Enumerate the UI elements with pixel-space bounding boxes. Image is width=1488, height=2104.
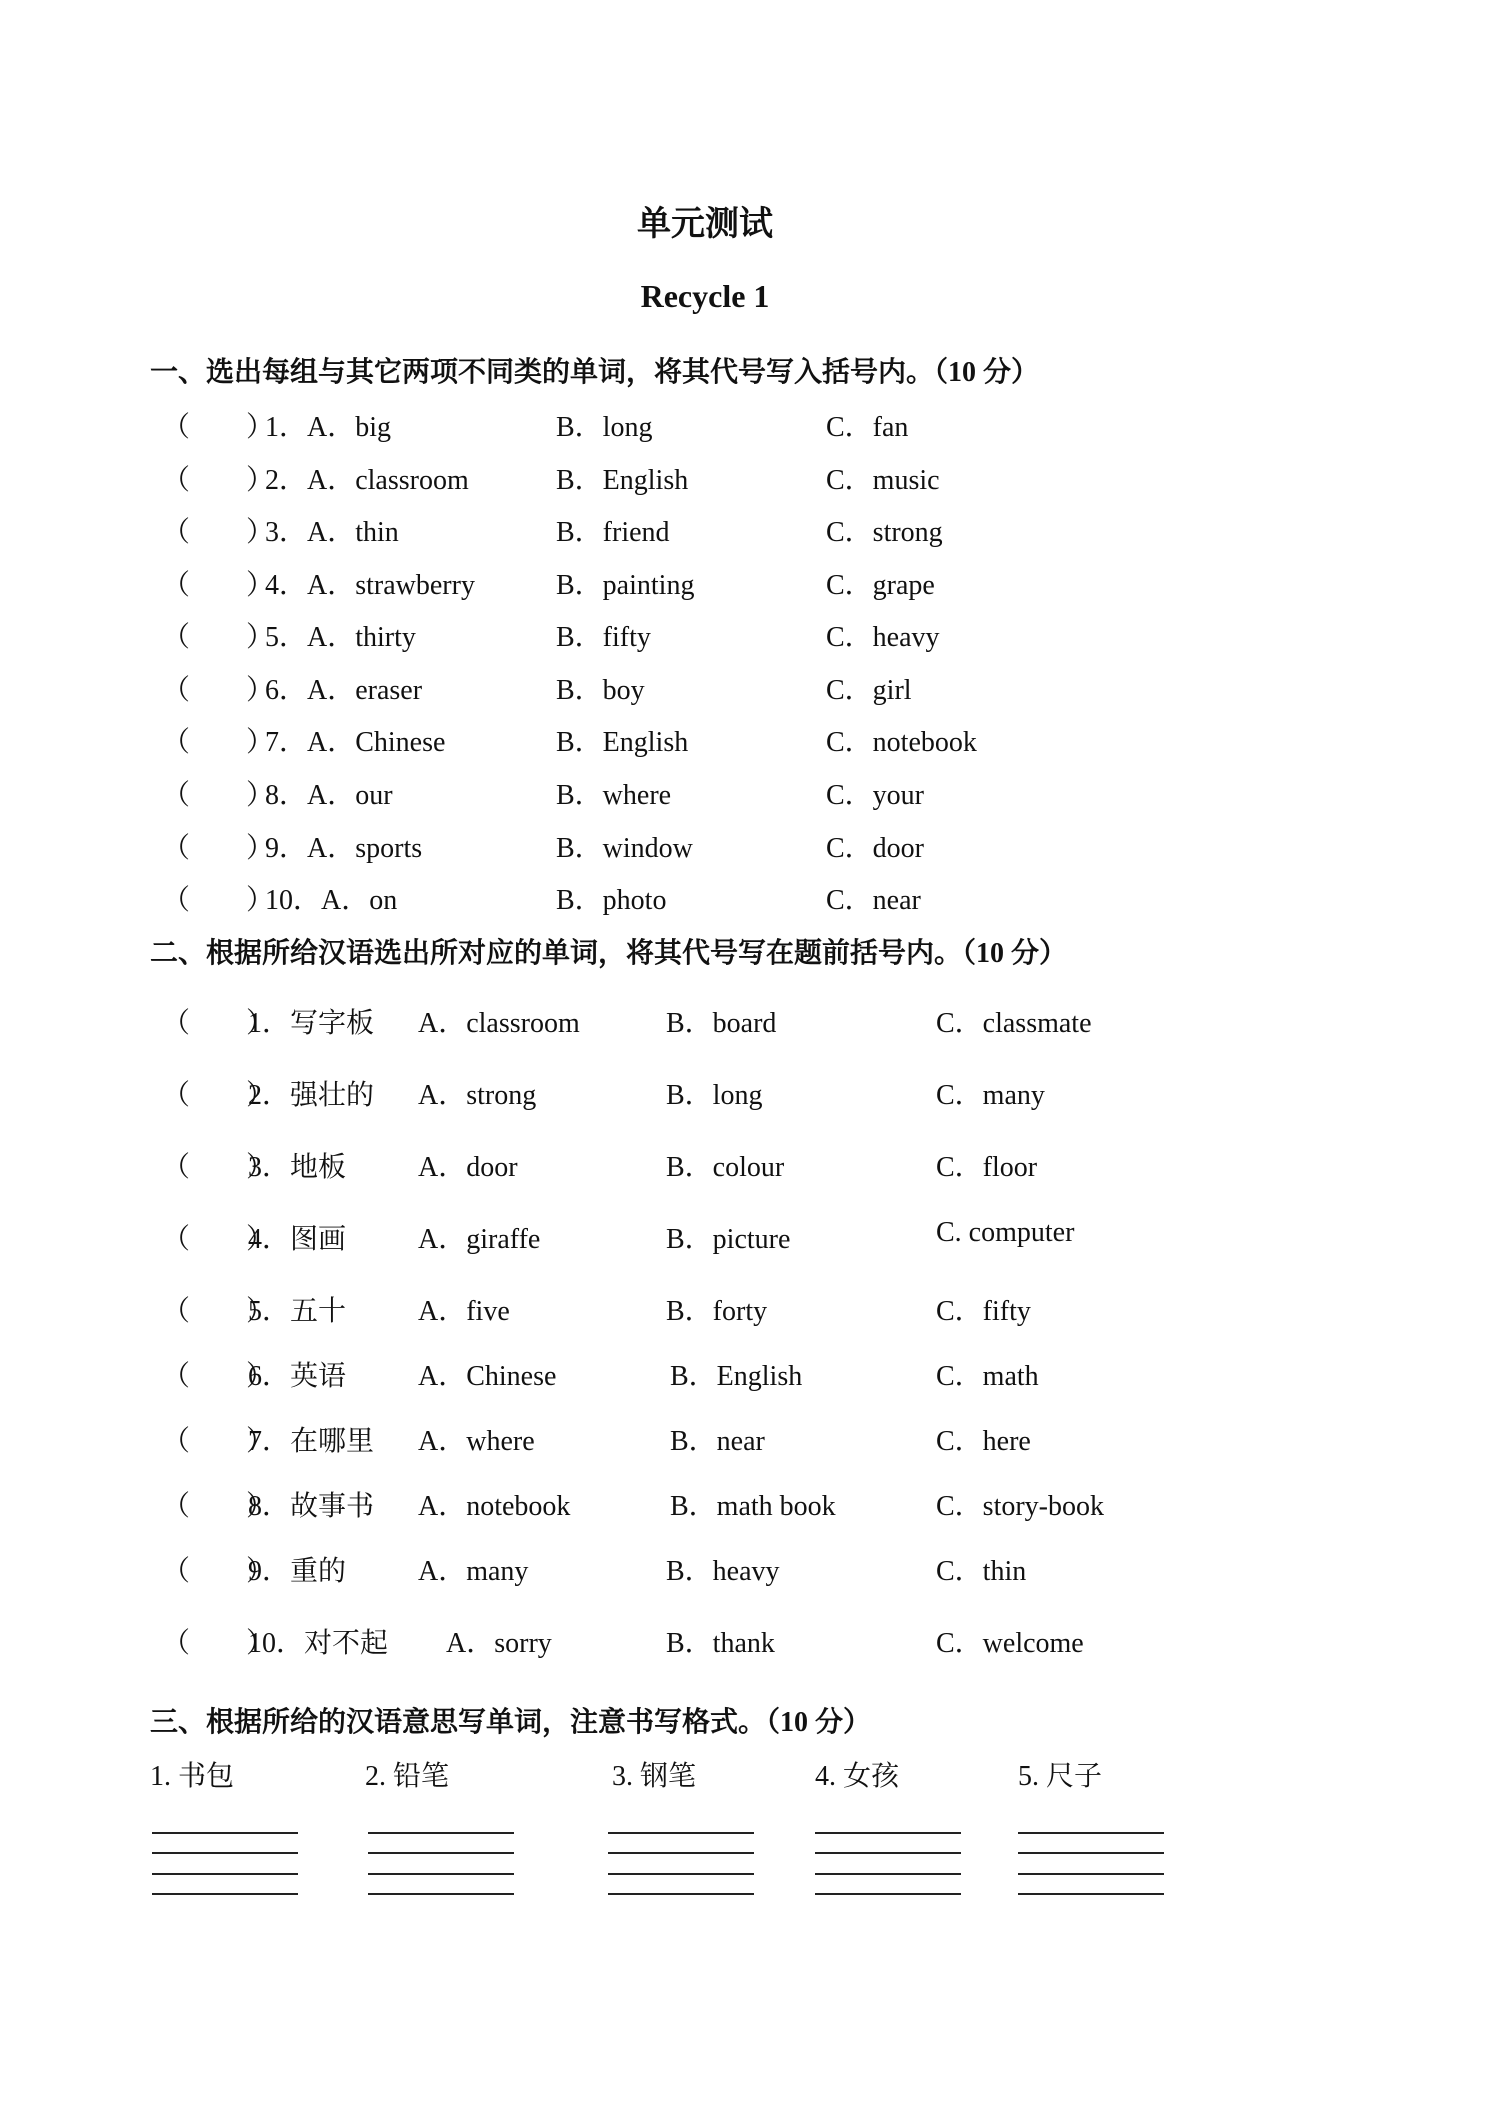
question-option-a: A．giraffe: [418, 1224, 541, 1255]
question-option-b: B．friend: [556, 517, 670, 548]
question-prompt: 3．地板: [248, 1152, 347, 1183]
question-prompt: 6．英语: [248, 1361, 347, 1392]
question-option-a: A．where: [418, 1426, 535, 1457]
writing-line[interactable]: [1018, 1852, 1164, 1854]
question-option-c: C．door: [826, 833, 925, 864]
question-row: [0, 615, 1488, 655]
question-option-c: C．thin: [936, 1556, 1027, 1587]
question-option-a: A．notebook: [418, 1491, 571, 1522]
question-option-b: B．painting: [556, 570, 695, 601]
question-row: [0, 1289, 1488, 1329]
question-prompt: 5．五十: [248, 1296, 347, 1327]
question-row: [0, 668, 1488, 708]
question-row: [0, 1419, 1488, 1459]
question-prompt: 2．强壮的: [248, 1080, 375, 1111]
writing-line[interactable]: [368, 1873, 514, 1875]
writing-line[interactable]: [608, 1852, 754, 1854]
question-option-a: A．Chinese: [418, 1361, 557, 1392]
question-option-b: B．fifty: [556, 622, 651, 653]
question-prompt: 7．在哪里: [248, 1426, 375, 1457]
question-option-b: B．math book: [670, 1491, 836, 1522]
question-option-a: 2．A．classroom: [265, 465, 469, 496]
question-row: [0, 563, 1488, 603]
question-option-a: A．strong: [418, 1080, 537, 1111]
question-option-c: C．girl: [826, 675, 912, 706]
question-prompt: 8．故事书: [248, 1491, 375, 1522]
writing-line[interactable]: [608, 1893, 754, 1895]
vocab-item: 5. 尺子: [1018, 1761, 1103, 1792]
question-option-c: C．welcome: [936, 1628, 1084, 1659]
writing-line[interactable]: [815, 1852, 961, 1854]
answer-bracket[interactable]: （ ）: [162, 1491, 275, 1522]
question-row: [0, 1001, 1488, 1041]
question-option-b: B．picture: [666, 1224, 791, 1255]
answer-bracket[interactable]: （ ）: [162, 833, 275, 864]
question-option-b: B．window: [556, 833, 693, 864]
question-option-b: B．long: [666, 1080, 763, 1111]
answer-bracket[interactable]: （ ）: [162, 1361, 275, 1392]
writing-line[interactable]: [368, 1832, 514, 1834]
question-prompt: 4．图画: [248, 1224, 347, 1255]
question-option-a: A．five: [418, 1296, 510, 1327]
vocab-item: 2. 铅笔: [365, 1761, 450, 1792]
answer-bracket[interactable]: （ ）: [162, 780, 275, 811]
answer-bracket[interactable]: （ ）: [162, 1080, 275, 1111]
writing-line[interactable]: [152, 1852, 298, 1854]
question-row: [0, 510, 1488, 550]
question-row: [0, 826, 1488, 866]
question-option-b: B．colour: [666, 1152, 785, 1183]
answer-bracket[interactable]: （ ）: [162, 622, 275, 653]
question-option-c: C．near: [826, 885, 921, 916]
question-option-b: B．boy: [556, 675, 645, 706]
question-prompt: 1．写字板: [248, 1008, 375, 1039]
question-option-a: 1．A．big: [265, 412, 392, 443]
question-option-c: C．grape: [826, 570, 935, 601]
writing-line[interactable]: [152, 1832, 298, 1834]
question-row: [0, 720, 1488, 760]
question-row: [0, 773, 1488, 813]
question-option-c: C．notebook: [826, 727, 977, 758]
writing-line[interactable]: [1018, 1832, 1164, 1834]
answer-bracket[interactable]: （ ）: [162, 1224, 275, 1255]
answer-bracket[interactable]: （ ）: [162, 465, 275, 496]
question-row: [0, 1484, 1488, 1524]
question-row: [0, 1549, 1488, 1589]
section2-heading: 二、根据所给汉语选出所对应的单词，将其代号写在题前括号内。（10 分）: [150, 938, 1068, 969]
question-option-c: C. computer: [936, 1217, 1075, 1248]
question-option-c: C．many: [936, 1080, 1045, 1111]
answer-bracket[interactable]: （ ）: [162, 1556, 275, 1587]
question-option-a: 8．A．our: [265, 780, 393, 811]
question-row: [0, 878, 1488, 918]
answer-bracket[interactable]: （ ）: [162, 885, 275, 916]
question-row: [0, 405, 1488, 445]
question-option-b: B．near: [670, 1426, 765, 1457]
writing-line[interactable]: [368, 1893, 514, 1895]
question-row: [0, 1073, 1488, 1113]
answer-bracket[interactable]: （ ）: [162, 1628, 275, 1659]
question-option-a: A．classroom: [418, 1008, 580, 1039]
vocab-item: 3. 钢笔: [612, 1761, 697, 1792]
answer-bracket[interactable]: （ ）: [162, 517, 275, 548]
question-row: [0, 1145, 1488, 1185]
writing-line[interactable]: [152, 1893, 298, 1895]
question-option-b: B．forty: [666, 1296, 768, 1327]
question-option-a: 5．A．thirty: [265, 622, 416, 653]
answer-bracket[interactable]: （ ）: [162, 1426, 275, 1457]
question-row: [0, 1354, 1488, 1394]
page-subtitle: Recycle 1: [640, 278, 770, 314]
writing-line[interactable]: [815, 1832, 961, 1834]
section1-heading: 一、选出每组与其它两项不同类的单词，将其代号写入括号内。（10 分）: [150, 357, 1040, 388]
question-option-c: C．math: [936, 1361, 1039, 1392]
answer-bracket[interactable]: （ ）: [162, 412, 275, 443]
question-row: [0, 1217, 1488, 1257]
writing-line[interactable]: [1018, 1893, 1164, 1895]
question-option-a: 9．A．sports: [265, 833, 423, 864]
question-option-c: C．fan: [826, 412, 909, 443]
question-option-a: 7．A．Chinese: [265, 727, 446, 758]
question-option-b: B．where: [556, 780, 672, 811]
question-option-a: 6．A．eraser: [265, 675, 423, 706]
page-title: 单元测试: [637, 206, 773, 243]
question-option-c: C．classmate: [936, 1008, 1092, 1039]
question-option-a: A．many: [418, 1556, 529, 1587]
question-option-c: C．here: [936, 1426, 1031, 1457]
answer-bracket[interactable]: （ ）: [162, 1008, 275, 1039]
question-option-a: A．door: [418, 1152, 518, 1183]
answer-bracket[interactable]: （ ）: [162, 1152, 275, 1183]
question-option-c: C．strong: [826, 517, 943, 548]
question-option-c: C．heavy: [826, 622, 940, 653]
question-row: [0, 1621, 1488, 1661]
question-option-b: B．English: [670, 1361, 803, 1392]
writing-line[interactable]: [815, 1893, 961, 1895]
writing-line[interactable]: [608, 1873, 754, 1875]
question-option-a: 4．A．strawberry: [265, 570, 475, 601]
writing-line[interactable]: [815, 1873, 961, 1875]
question-option-a: A．sorry: [446, 1628, 552, 1659]
question-option-b: B．English: [556, 727, 689, 758]
question-option-b: B．long: [556, 412, 653, 443]
writing-line[interactable]: [608, 1832, 754, 1834]
writing-line[interactable]: [1018, 1873, 1164, 1875]
answer-bracket[interactable]: （ ）: [162, 675, 275, 706]
writing-line[interactable]: [368, 1852, 514, 1854]
answer-bracket[interactable]: （ ）: [162, 1296, 275, 1327]
question-option-b: B．heavy: [666, 1556, 780, 1587]
question-option-c: C．music: [826, 465, 940, 496]
question-option-c: C．fifty: [936, 1296, 1031, 1327]
question-row: [0, 458, 1488, 498]
vocab-item: 1. 书包: [150, 1761, 235, 1792]
question-prompt: 10．对不起: [248, 1628, 389, 1659]
writing-line[interactable]: [152, 1873, 298, 1875]
answer-bracket[interactable]: （ ）: [162, 727, 275, 758]
question-option-b: B．English: [556, 465, 689, 496]
question-option-c: C．your: [826, 780, 925, 811]
question-option-b: B．thank: [666, 1628, 775, 1659]
section3-heading: 三、根据所给的汉语意思写单词，注意书写格式。（10 分）: [150, 1707, 872, 1738]
vocab-item: 4. 女孩: [815, 1761, 900, 1792]
question-prompt: 9．重的: [248, 1556, 347, 1587]
answer-bracket[interactable]: （ ）: [162, 570, 275, 601]
question-option-b: B．photo: [556, 885, 667, 916]
question-option-a: 10．A．on: [265, 885, 398, 916]
question-option-a: 3．A．thin: [265, 517, 399, 548]
question-option-b: B．board: [666, 1008, 777, 1039]
question-option-c: C．story-book: [936, 1491, 1105, 1522]
question-option-c: C．floor: [936, 1152, 1038, 1183]
